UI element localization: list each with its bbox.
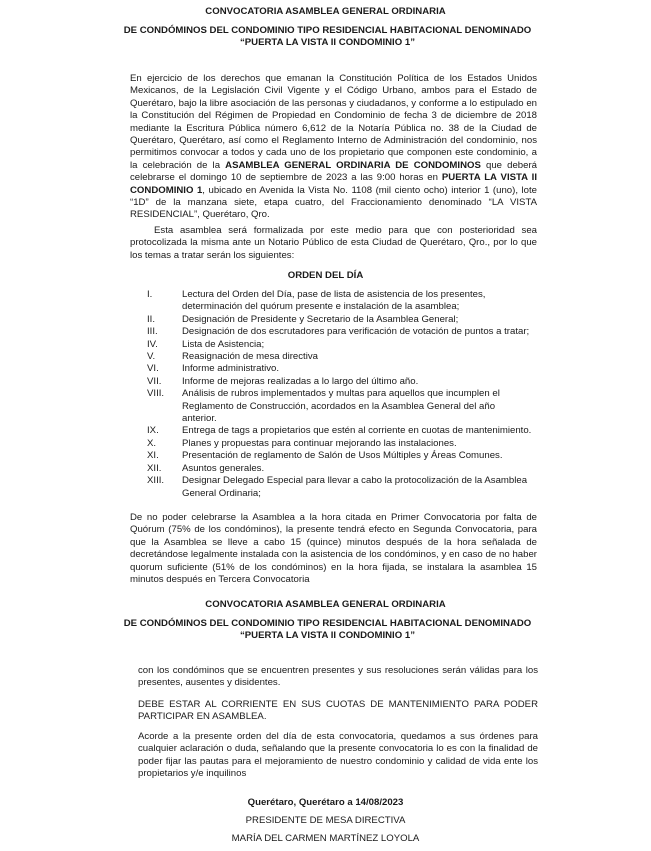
intro-paragraph <box>130 73 537 222</box>
agenda-item <box>147 425 532 437</box>
agenda-item-number: VI. <box>147 363 159 375</box>
agenda-item-number: I. <box>147 289 153 300</box>
agenda-item-text: Análisis de rubros implementados y multas para aquellos que incumplen el Reglamento de Construcción, acordados en la Asamblea General del año anterior. <box>182 388 500 425</box>
agenda-item-number: III. <box>147 326 158 338</box>
agenda-item-text: Lista de Asistencia; <box>182 338 265 350</box>
agenda-item <box>147 314 532 326</box>
agenda-item <box>147 351 532 363</box>
agenda-item-text: Lectura del Orden del Día, pase de lista de asistencia de los presentes, determinación del quórum presente e instalación de la asamblea; <box>182 289 486 313</box>
agenda-item-number: X. <box>147 437 157 449</box>
section2-title: CONVOCATORIA ASAMBLEA GENERAL ORDINARIA <box>205 599 446 610</box>
agenda-item-text: Asuntos generales. <box>182 462 265 474</box>
agenda-item-number: VIII. <box>147 388 165 400</box>
agenda-item-number: VII. <box>147 375 162 387</box>
agenda-item <box>147 363 532 375</box>
signer-name: MARÍA DEL CARMEN MARTÍNEZ LOYOLA <box>231 833 420 844</box>
place-date: Querétaro, Querétaro a 14/08/2023 <box>247 797 404 808</box>
agenda-item <box>147 438 532 450</box>
agenda-item <box>147 376 532 388</box>
agenda-item <box>147 326 532 338</box>
signer-role: PRESIDENTE DE MESA DIRECTIVA <box>245 815 406 826</box>
agenda-heading: ORDEN DEL DÍA <box>287 270 364 281</box>
agenda-item-number: V. <box>147 351 156 363</box>
intro-text-c: que deberá celebrarse el domingo 10 de septiembre de 2023 a las 9:00 horas en <box>130 159 537 184</box>
validity-paragraph: con los condóminos que se encuentren presentes y sus resoluciones serán válidas para los presentes, ausentes y disidentes. <box>138 665 538 689</box>
agenda-item <box>147 463 532 475</box>
intro-assembly-name: ASAMBLEA GENERAL ORDINARIA DE CONDOMINOS <box>225 159 481 171</box>
agenda-item-text: Designación de dos escrutadores para verificación de votación de puntos a tratar; <box>182 326 530 338</box>
agenda-item <box>147 339 532 351</box>
closing-paragraph: Acorde a la presente orden del día de esta convocatoria, quedamos a sus órdenes para cualquier aclaración o duda, señalando que la presente convocatoria lo es con la finalidad de poder fijar las pautas para el mejoramiento de nuestro condominio y calidad de vida ente los propietarios y/e inquilinos <box>138 731 538 780</box>
agenda-item-text: Entrega de tags a propietarios que estén al corriente en cuotas de mantenimiento. <box>182 425 532 437</box>
agenda-item-number: IX. <box>147 425 159 437</box>
intro-text-a: En ejercicio de los derechos que emanan la Constitución Política de los Estados Unidos Mexicanos, de la Legislación Civil Vigente y el Código Urbano, ambos para el Estado de Querétaro, bajo la libre asociación de las personas y ciudadanos, y conforme a lo estipulado en la Constitución del Régimen de Propiedad en Condominio de fecha 3 de diciembre de 2018 mediante la Escritura Pública número 6,612 de la Notaría Pública no. 38 de la Ciudad de Querétaro, Querétaro, así como el Reglamento Interno de Administración del condominio, nos permitimos convocar a todos y cada uno de los propietario que componen este condominio, a la celebración de la <box>130 73 537 171</box>
intro-text-e: , ubicado en Avenida la Vista No. 1108 (mil ciento ocho) interior 1 (uno), lote “1D” de la manzana siete, etapa cuatro, del Fraccionamiento denominado “LA VISTA RESIDENCIAL”, Querétaro, Qro. <box>130 184 537 221</box>
agenda-item-number: IV. <box>147 338 158 350</box>
agenda-item <box>147 289 532 314</box>
section2-subtitle: DE CONDÓMINOS DEL CONDOMINIO TIPO RESIDENCIAL HABITACIONAL DENOMINADO “PUERTA LA VISTA II CONDOMINIO 1” <box>123 618 532 642</box>
agenda-item-text: Informe administrativo. <box>182 363 280 375</box>
agenda-item-number: XIII. <box>147 475 165 487</box>
agenda-item-text: Reasignación de mesa directiva <box>182 351 318 363</box>
agenda-item-text: Informe de mejoras realizadas a lo largo del último año. <box>182 375 419 387</box>
agenda-item-text: Presentación de reglamento de Salón de Usos Múltiples y Áreas Comunes. <box>182 450 503 462</box>
agenda-item <box>147 388 532 425</box>
intro-venue-name: PUERTA LA VISTA II CONDOMINIO 1 <box>130 172 537 196</box>
maintenance-notice: DEBE ESTAR AL CORRIENTE EN SUS CUOTAS DE MANTENIMIENTO PARA PODER PARTICIPAR EN ASAMBLEA. <box>138 699 538 723</box>
agenda-list <box>147 289 532 500</box>
document-subtitle: DE CONDÓMINOS DEL CONDOMINIO TIPO RESIDENCIAL HABITACIONAL DENOMINADO “PUERTA LA VISTA II CONDOMINIO 1” <box>123 25 532 49</box>
agenda-item <box>147 450 532 462</box>
agenda-item-text: Designación de Presidente y Secretario de la Asamblea General; <box>182 313 459 325</box>
formalization-paragraph: Esta asamblea será formalizada por este medio para que con posterioridad sea protocolizada la misma ante un Notario Público de esta Ciudad de Querétaro, Qro., por lo que los temas a tratar serán los siguientes: <box>130 225 537 261</box>
agenda-item-number: XI. <box>147 450 159 462</box>
agenda-item-number: XII. <box>147 462 162 474</box>
agenda-item-text: Designar Delegado Especial para llevar a cabo la protocolización de la Asamblea General Ordinaria; <box>182 475 528 499</box>
document-title: CONVOCATORIA ASAMBLEA GENERAL ORDINARIA <box>205 6 446 17</box>
agenda-item <box>147 475 532 500</box>
agenda-item-text: Planes y propuestas para continuar mejorando las instalaciones. <box>182 437 457 449</box>
quorum-paragraph: De no poder celebrarse la Asamblea a la hora citada en Primer Convocatoria por falta de Quórum (75% de los condóminos), la presente tendrá efecto en Segunda Convocatoria, para que la Asamblea se lleve a cabo 15 (quince) minutos después de la hora señalada de decretándose legalmente instalada con la asistencia de los condóminos, y en caso de no haber quorum suficiente (51% de los condóminos) en la hora fijada, se instalara la asamblea 15 minutos después en Tercera Convocatoria <box>130 512 537 586</box>
agenda-item-number: II. <box>147 313 155 325</box>
